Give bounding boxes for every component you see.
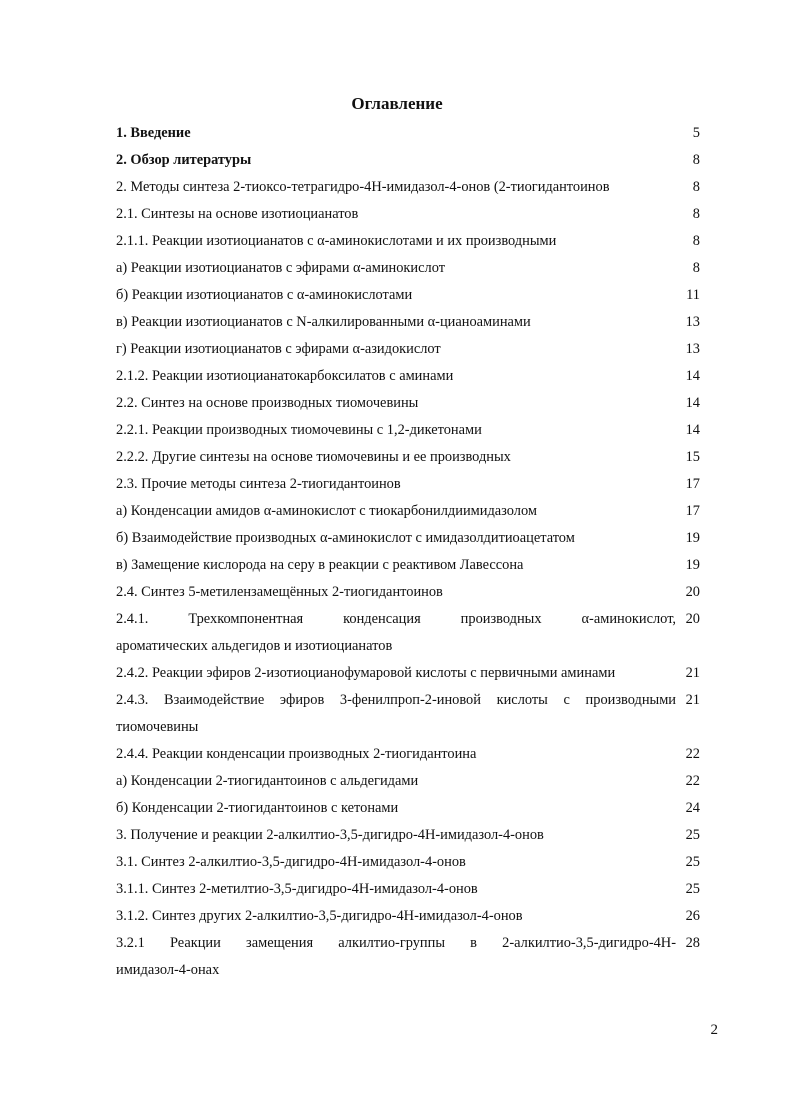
toc-entry-text: 1. Введение <box>116 125 191 141</box>
toc-entry-page: 8 <box>692 260 700 276</box>
toc-entry-page: 5 <box>692 125 700 141</box>
toc-entry <box>116 255 700 282</box>
toc-entry <box>116 120 700 147</box>
toc-entry <box>116 174 700 201</box>
toc-entry <box>116 579 700 606</box>
toc-entry-text: 2.4. Синтез 5-метилензамещённых 2-тиогидантоинов <box>116 584 443 600</box>
toc-entry-page: 25 <box>685 827 700 843</box>
toc-entry-text: в) Реакции изотиоцианатов с N-алкилированными α-цианоаминами <box>116 314 531 330</box>
toc-entry-page: 8 <box>692 152 700 168</box>
toc-entry-text: 2.1.1. Реакции изотиоцианатов с α-аминокислотами и их производными <box>116 233 557 249</box>
toc-entry-text: а) Конденсации амидов α-аминокислот с тиокарбонилдиимидазолом <box>116 503 537 519</box>
toc-entry-text: г) Реакции изотиоцианатов с эфирами α-азидокислот <box>116 341 441 357</box>
toc-entry <box>116 444 700 471</box>
toc-entry-text: 3.1.1. Синтез 2-метилтио-3,5-дигидро-4Н-имидазол-4-онов <box>116 881 478 897</box>
toc-entry <box>116 336 700 363</box>
toc-entry-continuation: имидазол-4-онах <box>116 962 220 978</box>
toc-entry <box>116 795 700 822</box>
toc-entry <box>116 687 700 741</box>
toc-entry-text: 2.2.2. Другие синтезы на основе тиомочевины и ее производных <box>116 449 511 465</box>
toc-entry-continuation: ароматических альдегидов и изотиоцианатов <box>116 638 393 654</box>
toc-entry-text: 2.3. Прочие методы синтеза 2-тиогидантоинов <box>116 476 401 492</box>
toc-entry-text: 2. Обзор литературы <box>116 152 252 168</box>
toc-entry-page: 11 <box>686 287 700 303</box>
toc-entry <box>116 849 700 876</box>
toc-entry-page: 21 <box>685 692 700 708</box>
toc-entry <box>116 228 700 255</box>
toc-entry-page: 25 <box>685 854 700 870</box>
toc-entry <box>116 660 700 687</box>
toc-entry-page: 14 <box>685 395 700 411</box>
toc-entry <box>116 147 700 174</box>
toc-entry <box>116 822 700 849</box>
toc-entry-text: б) Взаимодействие производных α-аминокислот с имидазолдитиоацетатом <box>116 530 575 546</box>
toc-entry-page: 14 <box>685 422 700 438</box>
toc-entry <box>116 417 700 444</box>
toc-entry-text: б) Конденсации 2-тиогидантоинов с кетонами <box>116 800 399 816</box>
toc-entry <box>116 363 700 390</box>
toc-entry-text: 2.4.1. Трехкомпонентная конденсация производных α-аминокислот, <box>116 611 676 627</box>
toc-entry-text: 2.2. Синтез на основе производных тиомочевины <box>116 395 419 411</box>
toc-entry-page: 25 <box>685 881 700 897</box>
toc-entry-page: 14 <box>685 368 700 384</box>
toc-entry <box>116 741 700 768</box>
toc-entry-page: 17 <box>685 476 700 492</box>
toc-entry-text: 2.4.4. Реакции конденсации производных 2-тиогидантоина <box>116 746 477 762</box>
toc-entry-page: 21 <box>685 665 700 681</box>
toc-entry <box>116 606 700 660</box>
toc-entry <box>116 282 700 309</box>
page-title: Оглавление <box>351 94 443 113</box>
toc-entry-text: 3.1. Синтез 2-алкилтио-3,5-дигидро-4Н-имидазол-4-онов <box>116 854 466 870</box>
toc-entry-text: в) Замещение кислорода на серу в реакции с реактивом Лавессона <box>116 557 524 573</box>
toc-entry <box>116 552 700 579</box>
toc-entry <box>116 768 700 795</box>
toc-entry-continuation: тиомочевины <box>116 719 199 735</box>
toc-entry <box>116 525 700 552</box>
toc-entry-page: 20 <box>685 584 700 600</box>
toc-entry-text: 3. Получение и реакции 2-алкилтио-3,5-дигидро-4Н-имидазол-4-онов <box>116 827 544 843</box>
toc-entry-page: 8 <box>692 233 700 249</box>
toc-entry-text: 2.1. Синтезы на основе изотиоцианатов <box>116 206 359 222</box>
toc-entry <box>116 930 700 984</box>
toc-entry-text: 2.2.1. Реакции производных тиомочевины с 1,2-дикетонами <box>116 422 482 438</box>
toc-entry-page: 28 <box>685 935 700 951</box>
toc-entry-page: 19 <box>685 530 700 546</box>
toc-entry-page: 8 <box>692 179 700 195</box>
toc-entry-page: 20 <box>685 611 700 627</box>
toc-entry <box>116 471 700 498</box>
toc-entry-text: 2.4.2. Реакции эфиров 2-изотиоцианофумаровой кислоты с первичными аминами <box>116 665 616 681</box>
toc-entry-text: 3.1.2. Синтез других 2-алкилтио-3,5-дигидро-4Н-имидазол-4-онов <box>116 908 523 924</box>
toc-entry <box>116 498 700 525</box>
toc-entry-page: 24 <box>685 800 700 816</box>
toc-entry <box>116 201 700 228</box>
toc-entry <box>116 903 700 930</box>
toc-entry-text: а) Конденсации 2-тиогидантоинов с альдегидами <box>116 773 419 789</box>
toc-entry-page: 8 <box>692 206 700 222</box>
toc-entry-page: 13 <box>685 341 700 357</box>
toc-entry-page: 22 <box>685 746 700 762</box>
toc-entry-page: 22 <box>685 773 700 789</box>
toc-entry-page: 15 <box>685 449 700 465</box>
toc-entry-page: 17 <box>685 503 700 519</box>
toc-entry <box>116 390 700 417</box>
toc-entry-page: 19 <box>685 557 700 573</box>
toc-entry <box>116 309 700 336</box>
toc-entry-text: 2.1.2. Реакции изотиоцианатокарбоксилатов с аминами <box>116 368 454 384</box>
toc-entry-text: 2. Методы синтеза 2-тиоксо-тетрагидро-4Н-имидазол-4-онов (2-тиогидантоинов <box>116 179 610 195</box>
toc-entry-text: а) Реакции изотиоцианатов с эфирами α-аминокислот <box>116 260 445 276</box>
toc-entry-text: 2.4.3. Взаимодействие эфиров 3-фенилпроп-2-иновой кислоты с производными <box>116 692 676 708</box>
toc-entry <box>116 876 700 903</box>
toc-entry-page: 26 <box>685 908 700 924</box>
toc-entry-text: б) Реакции изотиоцианатов с α-аминокислотами <box>116 287 413 303</box>
page-number: 2 <box>710 1022 718 1038</box>
toc-entry-text: 3.2.1 Реакции замещения алкилтио-группы в 2-алкилтио-3,5-дигидро-4Н- <box>116 935 676 951</box>
toc-entry-page: 13 <box>685 314 700 330</box>
